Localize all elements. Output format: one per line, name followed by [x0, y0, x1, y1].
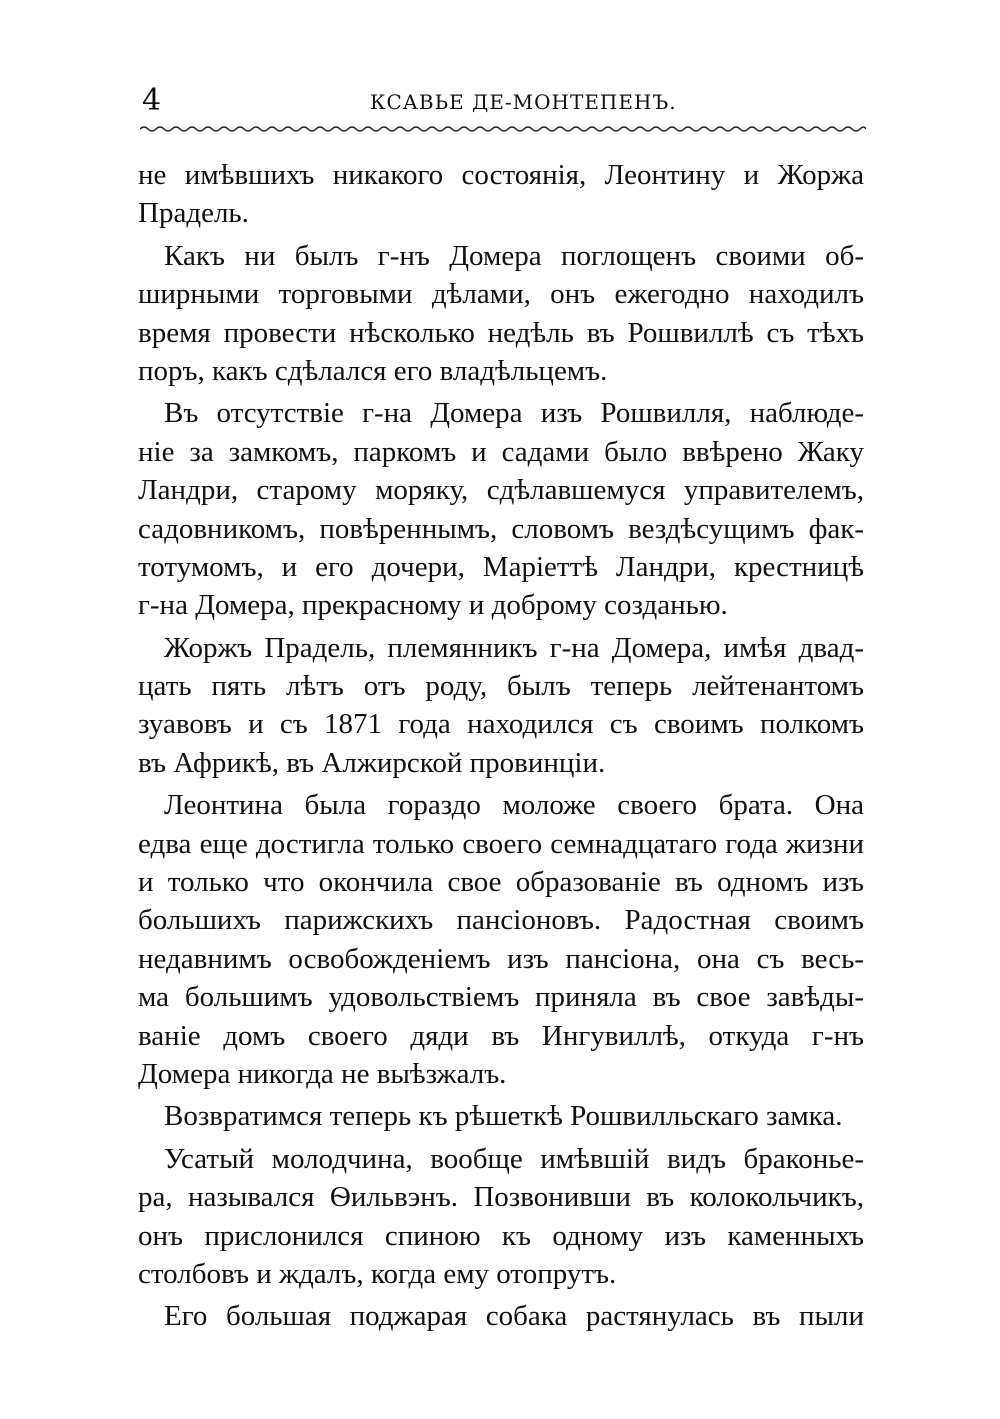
text-line: Ландри, старому моряку, сдѣлавшемуся управителемъ,	[138, 474, 864, 507]
text-line: время провести нѣсколько недѣль въ Рошвиллѣ съ тѣхъ	[138, 316, 864, 349]
text-line: въ Африкѣ, въ Алжирской провинціи.	[138, 746, 606, 779]
text-line: Въ отсутствіе г-на Домера изъ Рошвилля, наблюде-	[164, 397, 864, 430]
text-line: садовникомъ, повѣреннымъ, словомъ вездѣсущимъ фак-	[138, 512, 864, 545]
page-number: 4	[142, 83, 162, 118]
running-title: КСАВЬЕ ДЕ-МОНТЕПЕНЪ.	[370, 90, 677, 114]
text-line: и только что окончила свое образованіе въ одномъ изъ	[138, 866, 864, 899]
text-line: поръ, какъ сдѣлался его владѣльцемъ.	[138, 354, 608, 387]
text-line: едва еще достигла только своего семнадцатаго года жизни	[138, 827, 864, 860]
text-line: ваніе домъ своего дяди въ Ингувиллѣ, откуда г-нъ	[138, 1019, 864, 1052]
text-line: ніе за замкомъ, паркомъ и садами было ввѣрено Жаку	[138, 435, 864, 468]
text-line: Возвратимся теперь къ рѣшеткѣ Рошвилльскаго замка.	[164, 1100, 843, 1133]
text-line: тотумомъ, и его дочери, Маріеттѣ Ландри, крестницѣ	[138, 550, 864, 583]
text-line: г-на Домера, прекрасному и доброму созданью.	[138, 589, 728, 622]
text-line: не имѣвшихъ никакого состоянія, Леонтину и Жоржа	[138, 159, 864, 191]
text-line: Жоржъ Прадель, племянникъ г-на Домера, имѣя двад-	[164, 631, 864, 664]
body-text	[138, 156, 864, 1336]
text-line: ра, назывался Ѳильвэнъ. Позвонивши въ колокольчикъ,	[138, 1181, 864, 1214]
text-line: Какъ ни былъ г-нъ Домера поглощенъ своими об-	[164, 239, 864, 272]
text-line: ма большимъ удовольствіемъ приняла въ свое завѣды-	[138, 981, 864, 1014]
text-line: столбовъ и ждалъ, когда ему отопрутъ.	[138, 1257, 617, 1290]
text-line: онъ прислонился спиною къ одному изъ каменныхъ	[138, 1219, 864, 1252]
text-line: ширными торговыми дѣлами, онъ ежегодно находилъ	[138, 278, 864, 311]
text-line: Усатый молодчина, вообще имѣвшій видъ браконье-	[164, 1142, 864, 1175]
text-line: Прадель.	[138, 197, 249, 230]
text-line: зуавовъ и съ 1871 года находился съ своимъ полкомъ	[138, 708, 864, 741]
text-line: Леонтина была гораздо моложе своего брата. Она	[164, 789, 864, 822]
text-line: Домера никогда не выѣзжалъ.	[138, 1057, 507, 1090]
decorative-wavy-rule	[140, 121, 866, 137]
text-line: цать пять лѣтъ отъ роду, былъ теперь лейтенантомъ	[138, 670, 864, 703]
text-line: недавнимъ освобожденіемъ изъ пансіона, она съ весь-	[138, 942, 864, 975]
text-line: Его большая поджарая собака растянулась въ пыли	[164, 1300, 864, 1333]
text-line: большихъ парижскихъ пансіоновъ. Радостная своимъ	[138, 904, 864, 937]
